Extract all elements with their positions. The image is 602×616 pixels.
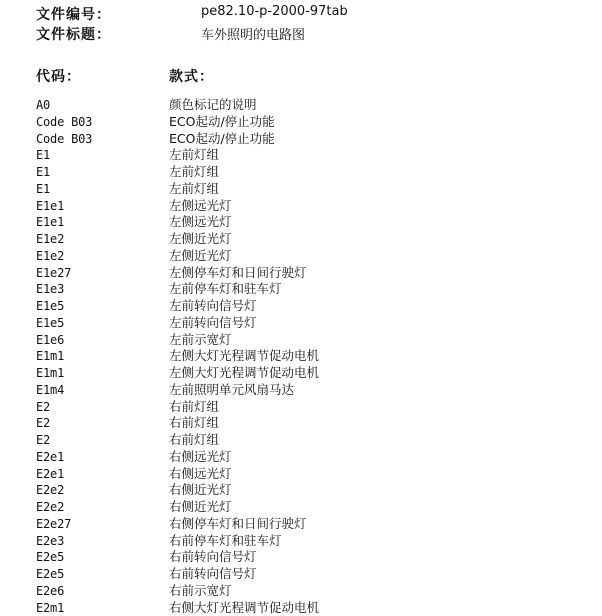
table-row [36, 97, 596, 114]
row-code: E1e5 [36, 315, 64, 332]
row-code: E2 [36, 432, 50, 449]
row-description: 左侧近光灯 [169, 231, 232, 248]
row-description: 右侧近光灯 [169, 499, 232, 516]
row-code: E2m1 [36, 600, 64, 616]
row-code: A0 [36, 97, 50, 114]
row-description: 右侧远光灯 [169, 449, 232, 466]
row-code: E1 [36, 164, 50, 181]
doc-title-value: 车外照明的电路图 [201, 24, 305, 43]
row-description: 右侧大灯光程调节促动电机 [169, 600, 319, 616]
row-description: 左侧远光灯 [169, 198, 232, 215]
row-code: E2e1 [36, 466, 64, 483]
row-code: E1e2 [36, 248, 64, 265]
row-code: E1m1 [36, 365, 64, 382]
row-code: E2e6 [36, 583, 64, 600]
row-code: Code B03 [36, 131, 92, 148]
row-description: 颜色标记的说明 [169, 97, 257, 114]
row-description: 左前停车灯和驻车灯 [169, 281, 282, 298]
table-row [36, 365, 596, 382]
table-row [36, 164, 596, 181]
row-description: 左前灯组 [169, 181, 219, 198]
row-description: ECO起动/停止功能 [169, 131, 275, 148]
row-code: E1e5 [36, 298, 64, 315]
doc-number-label: 文件编号： [36, 4, 111, 24]
description-column-header: 款式： [169, 66, 214, 86]
row-code: E1m4 [36, 382, 64, 399]
doc-number-row [36, 4, 596, 24]
table-row [36, 399, 596, 416]
row-description: 右前停车灯和驻车灯 [169, 533, 282, 550]
row-code: E1e27 [36, 265, 71, 282]
row-code: E1e2 [36, 231, 64, 248]
row-code: E1m1 [36, 348, 64, 365]
table-row [36, 131, 596, 148]
row-description: 右前示宽灯 [169, 583, 232, 600]
doc-number-value: pe82.10-p-2000-97tab [201, 4, 348, 19]
row-code: Code B03 [36, 114, 92, 131]
doc-title-label: 文件标题： [36, 24, 111, 44]
row-description: 左侧远光灯 [169, 214, 232, 231]
row-code: E2e2 [36, 499, 64, 516]
table-row [36, 432, 596, 449]
row-description: ECO起动/停止功能 [169, 114, 275, 131]
row-description: 左侧大灯光程调节促动电机 [169, 348, 319, 365]
row-description: 左侧大灯光程调节促动电机 [169, 365, 319, 382]
table-row [36, 265, 596, 282]
table-row [36, 214, 596, 231]
row-code: E1 [36, 181, 50, 198]
table-row [36, 181, 596, 198]
row-code: E1e6 [36, 332, 64, 349]
row-code: E2e1 [36, 449, 64, 466]
table-row [36, 332, 596, 349]
row-code: E2e5 [36, 566, 64, 583]
row-description: 左前转向信号灯 [169, 298, 257, 315]
table-row [36, 298, 596, 315]
row-code: E1e1 [36, 198, 64, 215]
table-row [36, 549, 596, 566]
table-row [36, 198, 596, 215]
table-row [36, 533, 596, 550]
row-code: E2 [36, 399, 50, 416]
table-row [36, 281, 596, 298]
row-description: 右侧远光灯 [169, 466, 232, 483]
row-code: E2e5 [36, 549, 64, 566]
table-row [36, 147, 596, 164]
row-code: E1 [36, 147, 50, 164]
table-row [36, 114, 596, 131]
table-row [36, 248, 596, 265]
table-row [36, 583, 596, 600]
table-row [36, 415, 596, 432]
row-code: E2e3 [36, 533, 64, 550]
row-description: 左前灯组 [169, 147, 219, 164]
row-description: 左前照明单元风扇马达 [169, 382, 294, 399]
row-description: 右前灯组 [169, 399, 219, 416]
code-table [36, 97, 596, 616]
table-row [36, 482, 596, 499]
row-description: 右前转向信号灯 [169, 549, 257, 566]
table-row [36, 499, 596, 516]
row-code: E2 [36, 415, 50, 432]
code-column-header: 代码： [36, 66, 81, 86]
row-code: E2e27 [36, 516, 71, 533]
table-row [36, 516, 596, 533]
row-description: 右前灯组 [169, 432, 219, 449]
row-description: 左侧近光灯 [169, 248, 232, 265]
table-row [36, 600, 596, 616]
row-description: 左侧停车灯和日间行驶灯 [169, 265, 307, 282]
table-row [36, 382, 596, 399]
row-description: 右前灯组 [169, 415, 219, 432]
row-description: 右前转向信号灯 [169, 566, 257, 583]
row-code: E1e1 [36, 214, 64, 231]
table-row [36, 348, 596, 365]
table-row [36, 315, 596, 332]
table-row [36, 566, 596, 583]
row-description: 左前灯组 [169, 164, 219, 181]
table-row [36, 466, 596, 483]
row-description: 右侧近光灯 [169, 482, 232, 499]
row-code: E1e3 [36, 281, 64, 298]
row-description: 左前转向信号灯 [169, 315, 257, 332]
row-description: 右侧停车灯和日间行驶灯 [169, 516, 307, 533]
table-row [36, 231, 596, 248]
row-description: 左前示宽灯 [169, 332, 232, 349]
doc-title-row [36, 24, 596, 44]
row-code: E2e2 [36, 482, 64, 499]
table-row [36, 449, 596, 466]
